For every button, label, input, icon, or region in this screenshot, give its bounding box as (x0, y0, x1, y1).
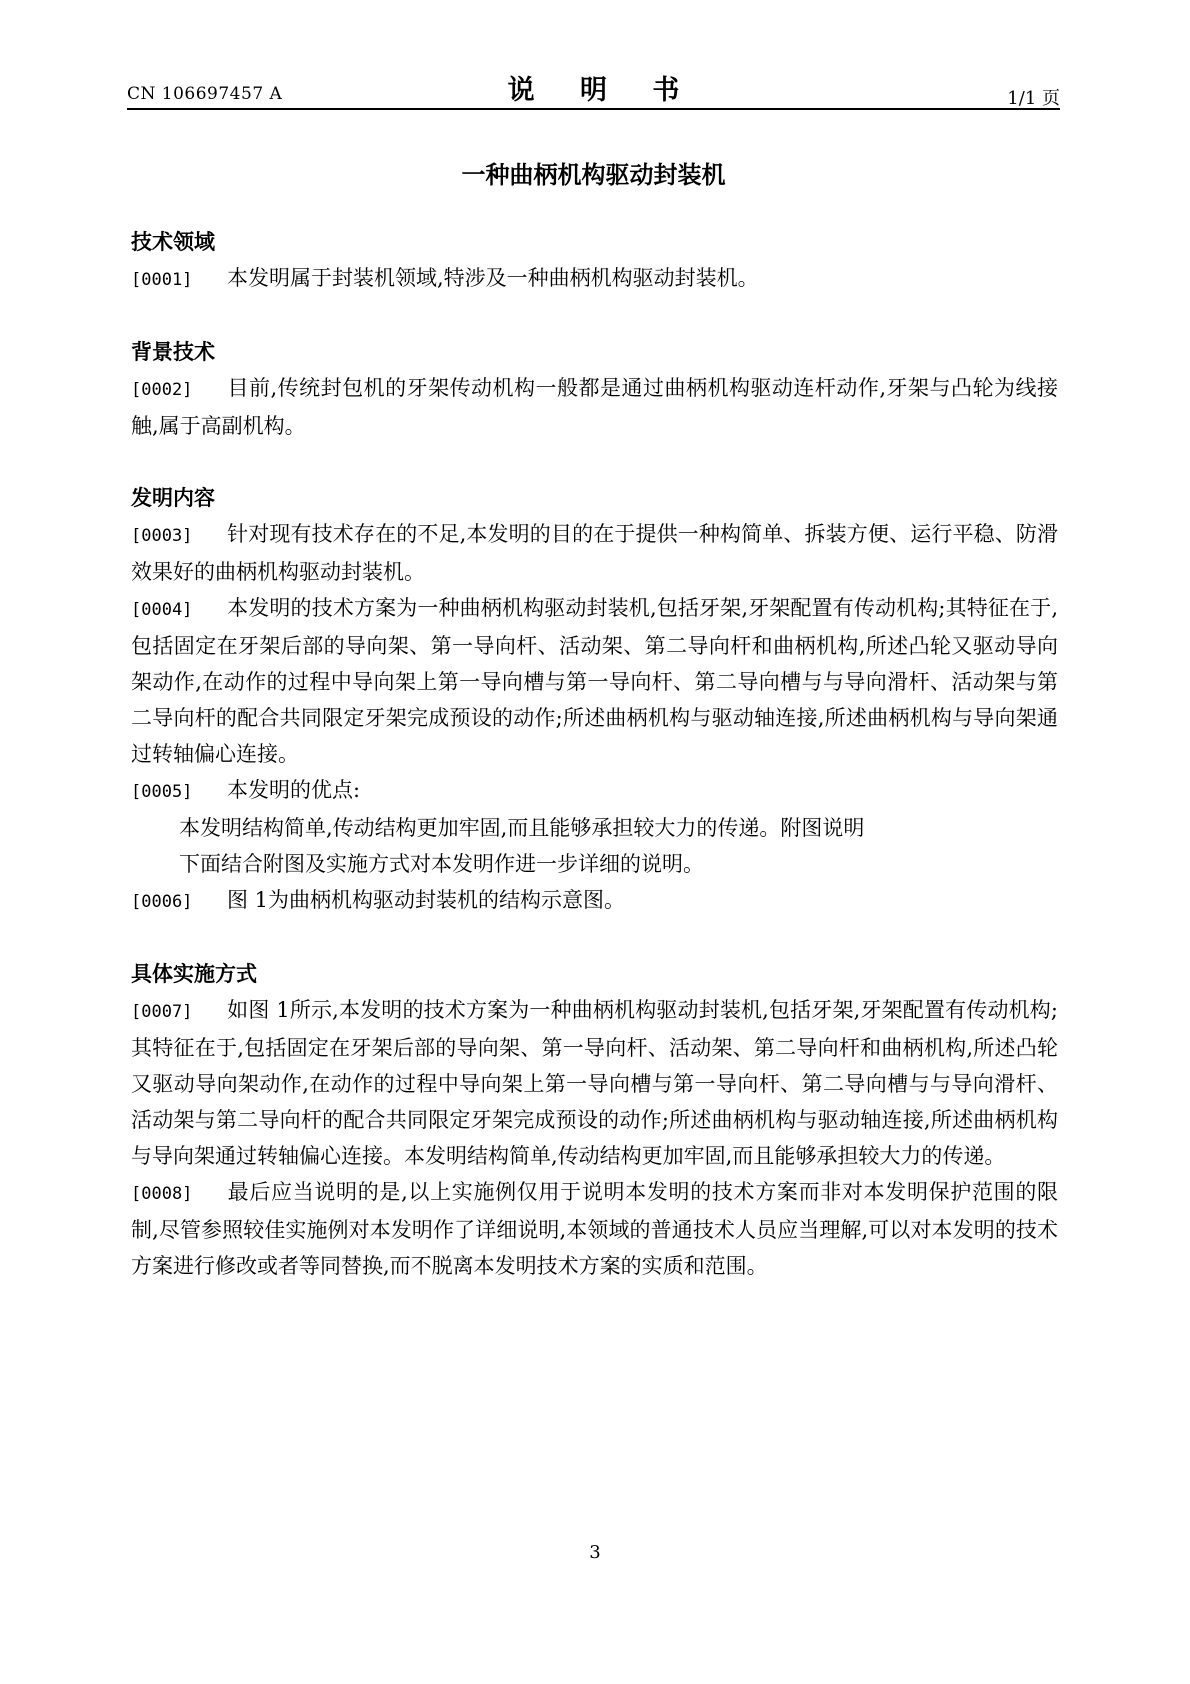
paragraph-text: 本发明的技术方案为一种曲柄机构驱动封装机,包括牙架,牙架配置有传动机构;其特征在于,包括固定在牙架后部的导向架、第一导向杆、活动架、第二导向杆和曲柄机构,所述凸轮又驱动导向架动作,在动作的过程中导向架上第一导向槽与第一导向杆、第二导向槽与与导向滑杆、活动架与第二导向杆的配合共同限定牙架完成预设的动作;所述曲柄机构与驱动轴连接,所述曲柄机构与导向架通过转轴偏心连接。 (131, 596, 1058, 766)
paragraph-number: [0003] (131, 526, 193, 546)
paragraph-0002 (131, 370, 1058, 444)
paragraph-number: [0001] (131, 270, 193, 290)
section-heading-embodiment: 具体实施方式 (131, 962, 257, 986)
drawing-description-intro: 下面结合附图及实施方式对本发明作进一步详细的说明。 (179, 852, 704, 876)
document-body (131, 224, 1058, 1284)
paragraph-0007 (131, 992, 1058, 1174)
page-header (127, 62, 1060, 110)
paragraph-text: 图 1为曲柄机构驱动封装机的结构示意图。 (227, 888, 626, 912)
section-heading-summary: 发明内容 (131, 486, 215, 510)
document-type-title: 说 明 书 (507, 75, 698, 106)
paragraph-0005 (131, 772, 1058, 810)
page-count: 1/1 页 (1007, 88, 1060, 109)
paragraph-0003 (131, 516, 1058, 590)
paragraph-number: [0007] (131, 1002, 193, 1022)
page-number: 3 (589, 1542, 601, 1563)
paragraph-number: [0008] (131, 1184, 193, 1204)
paragraph-number: [0004] (131, 600, 193, 620)
paragraph-0008 (131, 1174, 1058, 1284)
section-heading-field: 技术领域 (131, 230, 215, 254)
paragraph-number: [0002] (131, 380, 193, 400)
section-heading-background: 背景技术 (131, 340, 215, 364)
paragraph-number: [0006] (131, 892, 193, 912)
paragraph-0001 (131, 260, 1058, 298)
paragraph-number: [0005] (131, 782, 193, 802)
paragraph-0004 (131, 590, 1058, 772)
advantage-text: 本发明结构简单,传动结构更加牢固,而且能够承担较大力的传递。附图说明 (179, 816, 865, 840)
document-number: CN 106697457 A (127, 84, 283, 104)
paragraph-text: 如图 1所示,本发明的技术方案为一种曲柄机构驱动封装机,包括牙架,牙架配置有传动机构;其特征在于,包括固定在牙架后部的导向架、第一导向杆、活动架、第二导向杆和曲柄机构,所述凸轮又驱动导向架动作,在动作的过程中导向架上第一导向槽与第一导向杆、第二导向槽与与导向滑杆、活动架与第二导向杆的配合共同限定牙架完成预设的动作;所述曲柄机构与驱动轴连接,所述曲柄机构与导向架通过转轴偏心连接。本发明结构简单,传动结构更加牢固,而且能够承担较大力的传递。 (131, 998, 1058, 1168)
paragraph-0006 (131, 882, 1058, 920)
paragraph-text: 目前,传统封包机的牙架传动机构一般都是通过曲柄机构驱动连杆动作,牙架与凸轮为线接触,属于高副机构。 (131, 376, 1058, 438)
paragraph-text: 针对现有技术存在的不足,本发明的目的在于提供一种构简单、拆装方便、运行平稳、防滑效果好的曲柄机构驱动封装机。 (131, 522, 1058, 584)
paragraph-text: 最后应当说明的是,以上实施例仅用于说明本发明的技术方案而非对本发明保护范围的限制,尽管参照较佳实施例对本发明作了详细说明,本领域的普通技术人员应当理解,可以对本发明的技术方案进行修改或者等同替换,而不脱离本发明技术方案的实质和范围。 (131, 1180, 1058, 1278)
header-rule (127, 108, 1060, 110)
paragraph-text: 本发明属于封装机领域,特涉及一种曲柄机构驱动封装机。 (227, 266, 759, 290)
invention-title: 一种曲柄机构驱动封装机 (461, 161, 726, 189)
paragraph-text: 本发明的优点: (227, 778, 361, 802)
